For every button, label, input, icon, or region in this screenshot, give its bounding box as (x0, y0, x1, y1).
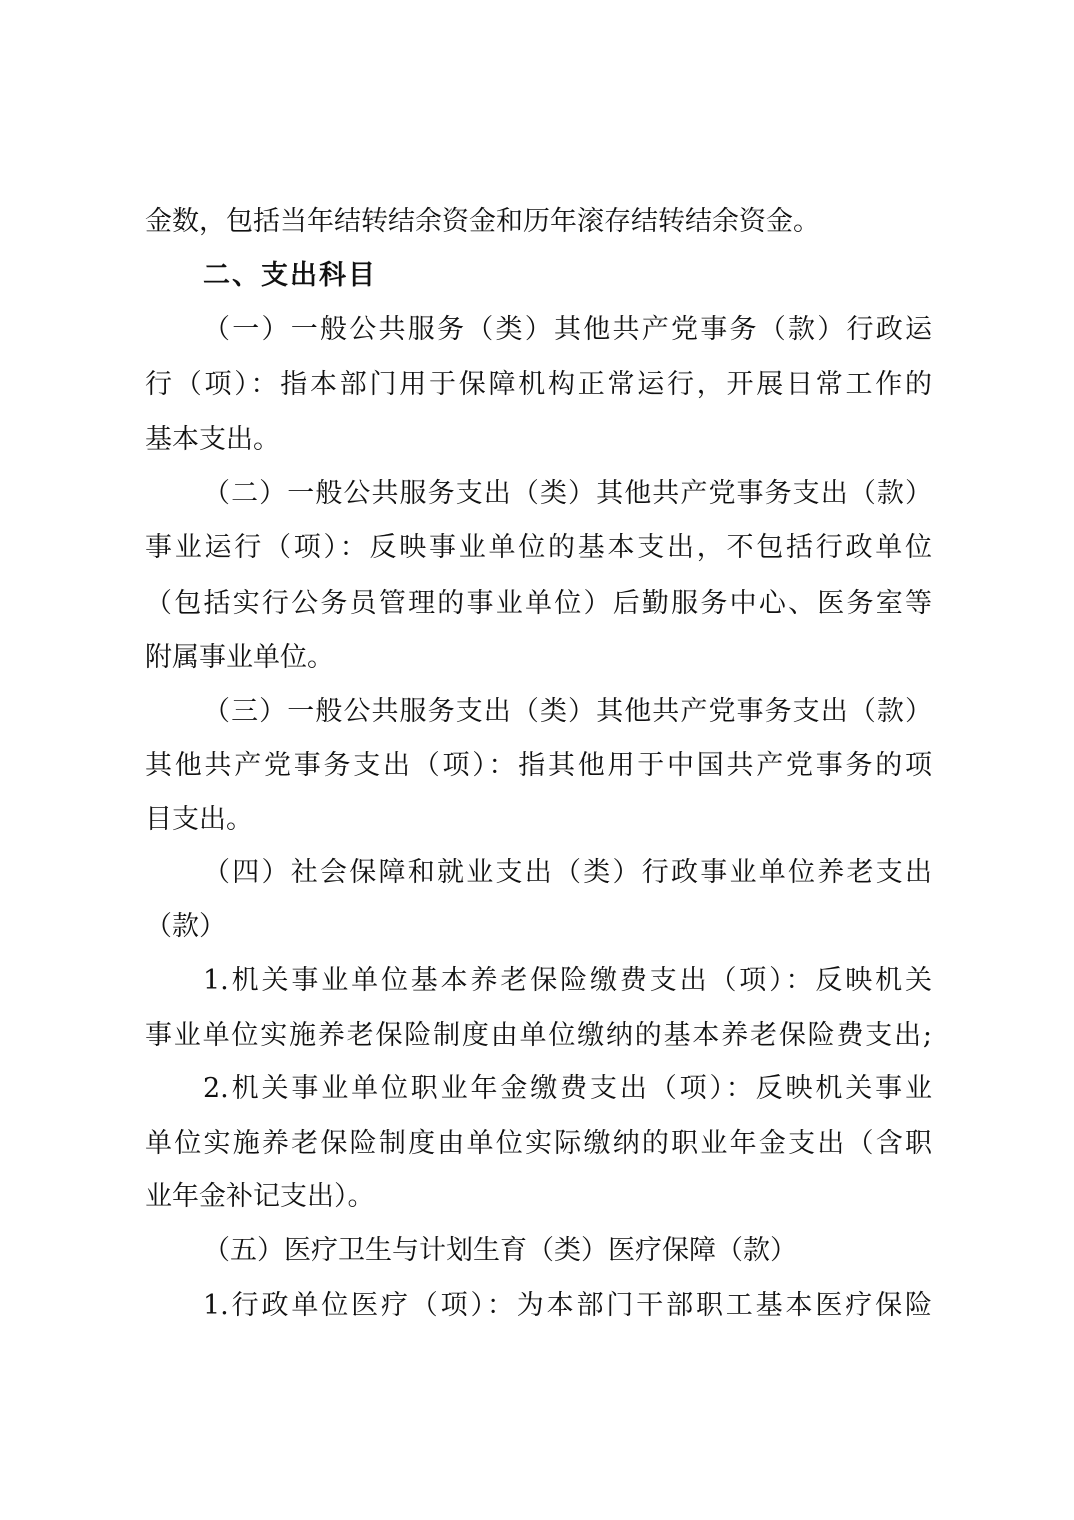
paragraph-line: 单位实施养老保险制度由单位实际缴纳的职业年金支出（含职 (145, 1128, 932, 1159)
paragraph-line: 事业运行（项）：反映事业单位的基本支出，不包括行政单位 (145, 532, 932, 563)
paragraph-line: 1.行政单位医疗（项）：为本部门干部职工基本医疗保险 (203, 1290, 932, 1321)
paragraph-line: （包括实行公务员管理的事业单位）后勤服务中心、医务室等 (145, 588, 932, 619)
paragraph-line: 基本支出。 (145, 424, 280, 455)
section-heading: 二、支出科目 (203, 260, 377, 291)
paragraph-line: （二）一般公共服务支出（类）其他共产党事务支出（款） (203, 478, 932, 509)
paragraph-line: 2.机关事业单位职业年金缴费支出（项）：反映机关事业 (203, 1073, 932, 1104)
paragraph-line: （四）社会保障和就业支出（类）行政事业单位养老支出 (203, 857, 932, 888)
paragraph-line: 附属事业单位。 (145, 642, 334, 673)
paragraph-line: 业年金补记支出）。 (145, 1181, 375, 1212)
paragraph-line: （三）一般公共服务支出（类）其他共产党事务支出（款） (203, 696, 932, 727)
paragraph-line: （款） (145, 911, 226, 942)
paragraph-line: 目支出。 (145, 804, 253, 835)
paragraph-line: 其他共产党事务支出（项）：指其他用于中国共产党事务的项 (145, 750, 932, 781)
paragraph-line: （五）医疗卫生与计划生育（类）医疗保障（款） (203, 1235, 797, 1266)
paragraph-line: （一）一般公共服务（类）其他共产党事务（款）行政运 (203, 314, 932, 345)
paragraph-line: 1.机关事业单位基本养老保险缴费支出（项）：反映机关 (203, 965, 932, 996)
paragraph-line: 事业单位实施养老保险制度由单位缴纳的基本养老保险费支出; (145, 1020, 932, 1051)
paragraph-line: 金数，包括当年结转结余资金和历年滚存结转结余资金。 (145, 206, 820, 237)
paragraph-line: 行（项）：指本部门用于保障机构正常运行，开展日常工作的 (145, 369, 932, 400)
